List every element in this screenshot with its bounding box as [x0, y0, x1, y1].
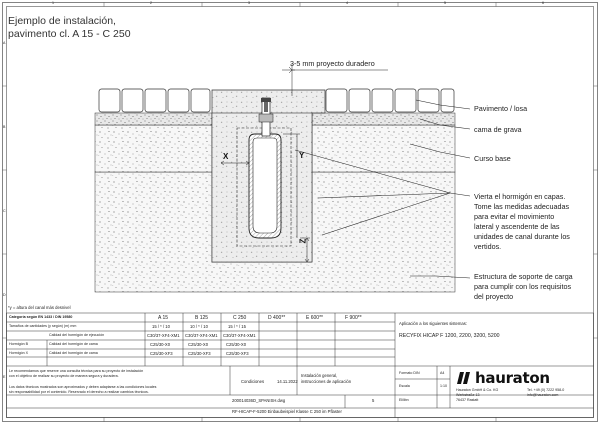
class-e600: E 600** [306, 315, 323, 321]
callout-concrete-3: para evitar el movimiento [474, 212, 555, 221]
format-label: Formato DIN [399, 371, 420, 375]
callout-concrete-6: vertidos. [474, 242, 502, 251]
grid-col-2: 2 [150, 1, 152, 5]
table-cell: C25/30-X0 [188, 342, 209, 347]
grid-row-c: C [3, 209, 6, 213]
drawing-title-line2: pavimento cl. A 15 - C 250 [8, 28, 131, 40]
callout-support-2: para cumplir con los requisitos [474, 282, 572, 291]
application-label: Aplicación a los siguientes sistemas: [399, 321, 467, 326]
callout-gravel: cama de grava [474, 125, 522, 134]
grid-col-1: 1 [52, 1, 54, 5]
company-web: info@hauraton.com [527, 393, 559, 397]
company-name: hauraton [475, 369, 550, 387]
table-cell: C25/30-X0 [226, 342, 247, 347]
table-row-label: Calidad del hormigón de cama [49, 342, 98, 346]
sheet-label: Elilibn [399, 398, 409, 402]
application-systems: RECYFIX HICAP F 1200, 2200, 3200, 5200 [399, 333, 500, 339]
conditions-desc-line1: Instalación general, [301, 373, 338, 378]
callout-concrete-4: lateral y ascendente de las [474, 222, 560, 231]
company-phone: Tel. +49 (0) 7222 958-0 [527, 388, 565, 392]
conditions-label: Condiciones [241, 379, 265, 384]
table-side-label: Hormigón X [9, 351, 28, 355]
grid-col-4: 4 [346, 1, 348, 5]
table-cell: 10 / * / 10 [190, 324, 208, 329]
top-dimension-label: 3-5 mm proyecto duradero [290, 59, 375, 68]
company-address-1: Hauraton GmbH & Co. KG [456, 388, 499, 392]
grid-row-a: A [3, 41, 6, 45]
table-side-label: Hormigón B [9, 342, 28, 346]
table-header-label: Categoría según EN 1433 / DIN 19580 [9, 315, 73, 319]
grid-row-d: D [3, 293, 6, 297]
footnote: *y = altura del canal más desnivel [8, 305, 71, 310]
class-f900: F 900** [345, 315, 362, 321]
sheet-name: RF-HICAP-F-5200 Einbaubeispiel Klasse C 250 im Pflaster [232, 409, 342, 414]
hauraton-logo-icon [456, 371, 474, 385]
table-cell: C25/30-X0 [150, 342, 171, 347]
class-d400: D 400** [268, 315, 286, 321]
table-cell: C25/30-XF3 [226, 351, 249, 356]
grid-col-3: 3 [248, 1, 250, 5]
callout-paving: Pavimento / losa [474, 104, 528, 113]
dimension-z-label: Z [298, 238, 308, 244]
table-cell: C30/37-XF4-XM1 [185, 333, 218, 338]
drawing-title-line1: Ejemplo de instalación, [8, 15, 116, 27]
dimension-x-label: X [223, 152, 229, 161]
conditions-desc-line2: instrucciones de aplicación [301, 379, 352, 384]
class-a15: A 15 [158, 315, 169, 321]
callout-support-1: Estructura de soporte de carga [474, 272, 573, 281]
table-row-label: Tamaños de cantidades (y según) (m) mm [9, 324, 77, 328]
dimension-y-label: Y [299, 151, 305, 160]
company-address-3: 76437 Rastatt [456, 398, 479, 402]
table-cell: C30/37-XF4-XM1 [147, 333, 180, 338]
scale-value: 1:10 [440, 384, 447, 388]
table-cell: 15 / * / 10 [152, 324, 170, 329]
title-block-grid [7, 313, 594, 418]
company-address-2: Werkstraße 13 [456, 393, 480, 397]
notes-line1: Le recomendamos que reserve una consulta técnica para su proyecto de instalación [9, 369, 144, 373]
drawing-number: 200014036D_SPANISH.dwg [232, 398, 286, 403]
class-c250: C 250 [233, 315, 247, 321]
format-value: A4 [440, 371, 445, 375]
table-cell: C30/37-XF4-XM1 [223, 333, 256, 338]
table-cell: C25/30-XF3 [188, 351, 211, 356]
notes-line2: con el objetivo de realizar su proyecto de manera segura y duradera. [9, 374, 119, 378]
grid-row-b: B [3, 125, 6, 129]
callout-concrete-5: unidades de canal durante los [474, 232, 570, 241]
disclaimer-line1: Los datos técnicos mostrados son aproximados y deben adaptarse a las condiciones locales [9, 385, 157, 389]
table-cell: 15 / * / 15 [228, 324, 246, 329]
table-cell: C25/30-XF3 [150, 351, 173, 356]
disclaimer-line2: sin responsabilidad por el contenido. Reservado el derecho a realizar cambios técnicos. [9, 390, 149, 394]
grid-col-5: 5 [444, 1, 446, 5]
conditions-date: 14.11.2022 [277, 379, 298, 384]
grid-col-6: 6 [542, 1, 544, 5]
callout-concrete-2: Tome las medidas adecuadas [474, 202, 570, 211]
scale-label: Escala [399, 384, 410, 388]
revision-number: 5 [372, 398, 375, 403]
table-row-label: Calidad del hormigón de cama [49, 351, 98, 355]
callout-support-3: del proyecto [474, 292, 514, 301]
class-b125: B 125 [195, 315, 209, 321]
callout-base: Curso base [474, 154, 511, 163]
callout-concrete-1: Vierta el hormigón en capas. [474, 192, 566, 201]
table-row-label: Calidad del hormigón de ejecución [49, 333, 105, 337]
grid-row-e: E [3, 375, 6, 379]
